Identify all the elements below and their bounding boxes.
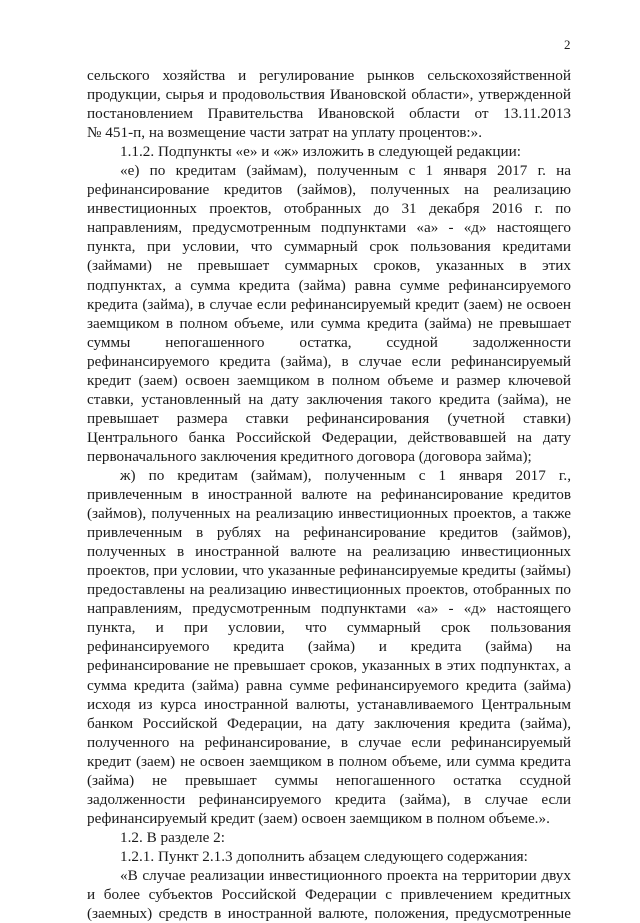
text-line: ж) по кредитам (займам), полученным с 1 января 2017 г.,	[120, 466, 571, 484]
text-line: сельского хозяйства и регулирование рынков сельскохозяйственной	[87, 67, 571, 84]
text-line: Центрального банка Российской Федерации, действовавшей на дату	[87, 428, 571, 446]
text-line: исходя из курса иностранной валюты, устанавливаемого Центральным	[87, 695, 571, 713]
text-line: рефинансирование кредитов (займов), полученных на реализацию	[87, 181, 571, 199]
text-line: постановлением Правительства Ивановской области от 13.11.2013	[87, 105, 571, 123]
text-line: полученных в иностранной валюте на реализацию инвестиционных	[87, 543, 571, 561]
text-line: суммы непогашенного остатка, ссудной задолженности	[87, 333, 571, 351]
text-line: привлеченным в рублях на рефинансирование кредитов (займов),	[87, 524, 571, 542]
text-line: и более субъектов Российской Федерации с привлечением кредитных	[87, 886, 571, 904]
text-line: проектов, при условии, что указанные рефинансируемые кредиты (займы)	[87, 562, 571, 580]
text-line: рефинансируемого кредита (займа) и кредита (займа) на	[87, 638, 571, 656]
text-line: рефинансируемого кредита (займа), в случае если рефинансируемый	[87, 352, 571, 370]
text-line: задолженности рефинансируемого кредита (займа), в случае если	[87, 790, 571, 808]
text-line: (займа) не превышает суммы непогашенного остатка ссудной	[87, 771, 571, 789]
text-line: рефинансирование не превышает сроков, указанных в этих подпунктах, а	[87, 657, 571, 675]
text-line: 1.2. В разделе 2:	[120, 828, 225, 846]
text-line: 1.2.1. Пункт 2.1.3 дополнить абзацем следующего содержания:	[120, 847, 528, 865]
text-line: инвестиционных проектов, отобранных до 31 декабря 2016 г. по	[87, 200, 571, 218]
text-line: рефинансируемый кредит (заем) освоен заемщиком в полном объеме.».	[87, 809, 550, 827]
text-line: заемщиком в полном объеме, или сумма кредита (займа) не превышает	[87, 314, 571, 332]
text-line: «В случае реализации инвестиционного проекта на территории двух	[120, 866, 571, 884]
text-line: (займами) не превышает суммарных сроков, указанных в этих	[87, 257, 571, 275]
text-line: направлениям, предусмотренным подпунктами «а» - «д» настоящего	[87, 600, 571, 618]
text-line: предоставлены на реализацию инвестиционных проектов, отобранных по	[87, 581, 571, 599]
text-line: ставки, установленный на дату заключения такого кредита (займа), не	[87, 390, 571, 408]
text-line: № 451-п, на возмещение части затрат на уплату процентов:».	[87, 124, 483, 142]
text-line: превышает размера ставки рефинансирования (учетной ставки)	[87, 409, 571, 427]
text-line: продукции, сырья и продовольствия Ивановской области», утвержденной	[87, 86, 571, 104]
text-line: пункта, и при условии, что суммарный срок пользования	[87, 619, 571, 637]
text-line: подпунктах, а сумма кредита (займа) равна сумме рефинансируемого	[87, 276, 571, 294]
text-line: кредит (заем) освоен заемщиком в полном объеме и размер ключевой	[87, 371, 571, 389]
text-line: направлениям, предусмотренным подпунктами «а» - «д» настоящего	[87, 219, 571, 237]
text-line: кредита (займа), в случае если рефинансируемый кредит (заем) не освоен	[87, 295, 571, 313]
text-line: 1.1.2. Подпункты «е» и «ж» изложить в следующей редакции:	[120, 143, 521, 161]
text-line: (заемных) средств в иностранной валюте, положения, предусмотренные	[87, 905, 571, 923]
text-line: (займов), полученных на реализацию инвестиционных проектов, а также	[87, 505, 571, 523]
text-line: сумма кредита (займа) равна сумме рефинансируемого кредита (займа)	[87, 676, 571, 694]
document-text	[87, 66, 571, 923]
text-line: банком Российской Федерации, на дату заключения кредита (займа),	[87, 714, 571, 732]
text-line: привлеченным в иностранной валюте на рефинансирование кредитов	[87, 486, 571, 504]
text-line: первоначального заключения кредитного договора (договора займа);	[87, 447, 532, 465]
text-line: пункта, при условии, что суммарный срок пользования кредитами	[87, 238, 571, 256]
text-line: «е) по кредитам (займам), полученным с 1 января 2017 г. на	[120, 162, 571, 180]
text-line: полученного на рефинансирование, в случае если рефинансируемый	[87, 733, 571, 751]
text-line: кредит (заем) не освоен заемщиком в полном объеме, или сумма кредита	[87, 752, 571, 770]
page-number: 2	[564, 37, 571, 52]
